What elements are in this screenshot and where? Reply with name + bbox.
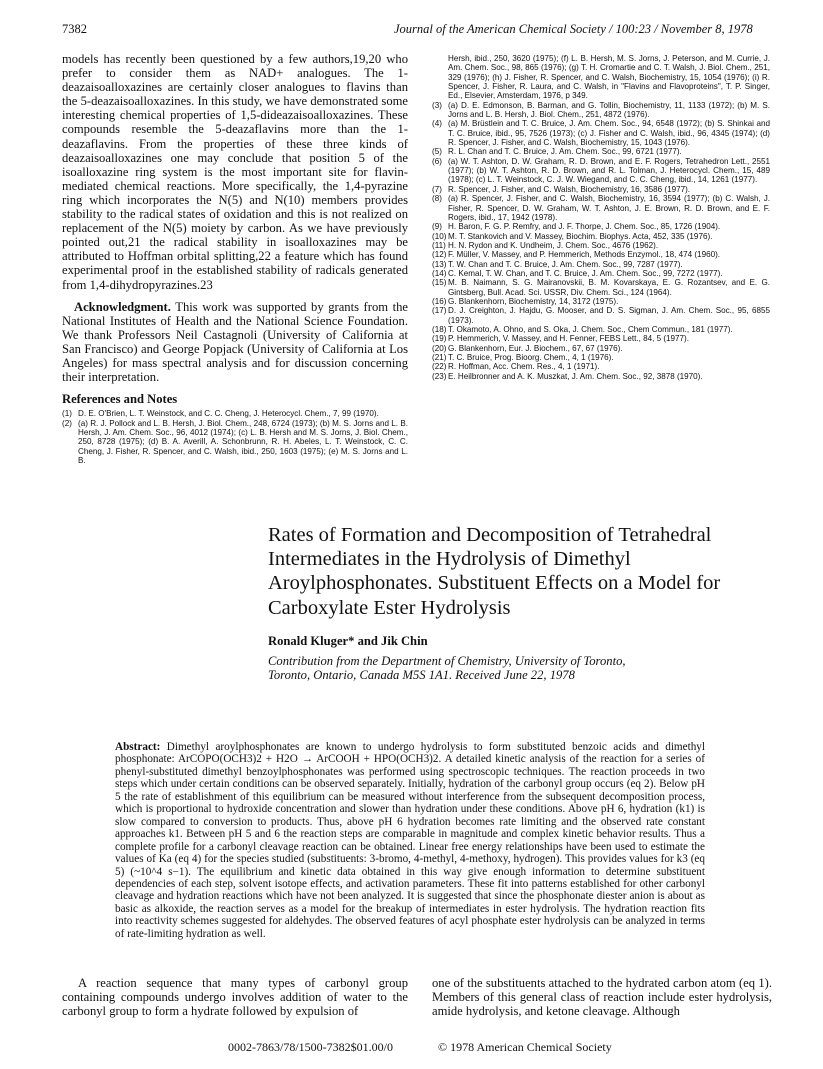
intro-right bbox=[432, 976, 772, 1019]
intro-paragraph-continued: one of the substituents attached to the hydrated carbon atom (eq 1). Members of this general class of reaction include ester hydrolysis, amide hydrolysis, and ketone cleavage. Although bbox=[432, 976, 772, 1019]
acknowledgment-label: Acknowledgment. bbox=[74, 299, 171, 314]
reference-item bbox=[432, 147, 770, 156]
reference-item bbox=[432, 185, 770, 194]
reference-item bbox=[432, 194, 770, 222]
title-line: Rates of Formation and Decomposition of Tetrahedral bbox=[268, 524, 712, 546]
reference-number: (19) bbox=[432, 334, 447, 344]
authors: Ronald Kluger* and Jik Chin bbox=[268, 634, 428, 648]
reference-item bbox=[432, 250, 770, 259]
reference-text: F. Müller, V. Massey, and P. Hemmerich, Methods Enzymol., 18, 474 (1960). bbox=[448, 250, 721, 260]
reference-item bbox=[432, 101, 770, 120]
reference-text: R. Spencer, J. Fisher, and C. Walsh, Biochemistry, 16, 3586 (1977). bbox=[448, 184, 691, 194]
reference-number: (10) bbox=[432, 231, 447, 241]
reference-text: D. J. Creighton, J. Hajdu, G. Mooser, and D. S. Sigman, J. Am. Chem. Soc., 95, 6855 (1973). bbox=[448, 306, 770, 325]
footer-copyright: © 1978 American Chemical Society bbox=[438, 1040, 612, 1054]
reference-item bbox=[432, 232, 770, 241]
affiliation: Contribution from the Department of Chemistry, University of Toronto, bbox=[268, 654, 626, 668]
reference-number: (12) bbox=[432, 250, 447, 260]
reference-number: (20) bbox=[432, 343, 447, 353]
page-number: 7382 bbox=[62, 22, 87, 36]
reference-text: R. L. Chan and T. C. Bruice, J. Am. Chem. Soc., 99, 6721 (1977). bbox=[448, 147, 682, 157]
reference-item bbox=[432, 269, 770, 278]
acknowledgment bbox=[62, 300, 408, 385]
reference-text: C. Kemal, T. W. Chan, and T. C. Bruice, J. Am. Chem. Soc., 99, 7272 (1977). bbox=[448, 268, 723, 278]
reference-item bbox=[432, 222, 770, 231]
reference-number: (2) bbox=[62, 418, 72, 428]
reference-item bbox=[432, 157, 770, 185]
title-line: Aroylphosphonates. Substituent Effects on a Model for bbox=[268, 572, 721, 595]
closing-paragraph: models has recently been questioned by a few authors,19,20 who prefer to consider them as NAD+ analogues. The 1-deazaisoalloxazines are certainly closer analogues to flavins than the 5-deazaisoalloxazines. In this study, we have demonstrated some interesting chemical properties of 1,5-dideazaisoalloxazines. These compounds resemble the 5-deazaflavins more than the 1-deazaflavins. From the properties of these three kinds of deazaisoalloxazines one may conclude that position 5 of the isoalloxazine ring system is the most important site for flavin-mediated chemical reactions. More specifically, the 1,4-pyrazine ring which incorporates the N(5) and N(10) members provides stability to the radical states of oxidation and this is not realized on replacement of the N(5) moiety by carbon. As we have previously pointed out,21 the radical stability in isoalloxazines may be attributed to Hoffman orbital splitting,22 a feature which has found experimental proof in the established stability of radicals generated from 1,4-dihydropyrazines.23 bbox=[62, 52, 408, 292]
reference-number: (5) bbox=[432, 147, 442, 157]
reference-text: G. Blankenhorn, Eur. J. Biochem., 67, 67 (1976). bbox=[448, 343, 623, 353]
reference-item bbox=[432, 325, 770, 334]
reference-text: T. C. Bruice, Prog. Bioorg. Chem., 4, 1 (1976). bbox=[448, 353, 614, 362]
reference-item bbox=[432, 119, 770, 147]
reference-number: (13) bbox=[432, 259, 447, 269]
references-left bbox=[62, 392, 408, 465]
intro-left bbox=[62, 976, 408, 1019]
references-heading: References and Notes bbox=[62, 392, 178, 407]
reference-text: M. B. Naimann, S. G. Mairanovskii, B. M. Kovarskaya, E. G. Rozantsev, and E. G. Gintsberg, Bull. Acad. Sci. USSR, Div. Chem. Sci., 124 (1964). bbox=[448, 278, 770, 297]
reference-number: (18) bbox=[432, 324, 447, 334]
intro-paragraph: A reaction sequence that many types of carbonyl group containing compounds undergo involves addition of water to the carbonyl group to form a hydrate followed by expulsion of bbox=[62, 976, 408, 1019]
running-header bbox=[62, 22, 802, 40]
left-column bbox=[62, 52, 408, 465]
reference-text: T. W. Chan and T. C. Bruice, J. Am. Chem. Soc., 99, 7287 (1977). bbox=[448, 259, 683, 269]
reference-item bbox=[432, 334, 770, 343]
acknowledgment-text: This work was supported by grants from the National Institutes of Health and the National Science Foundation. We thank Professors Neil Castagnoli (University of California at San Francisco) and George Popjack (University of California at Los Angeles) for mass spectral analysis and for discussion concerning their interpretation. bbox=[62, 299, 408, 385]
reference-text: M. T. Stankovich and V. Massey, Biochim. Biophys. Acta, 452, 335 (1976). bbox=[448, 231, 713, 241]
reference-text: (a) R. J. Pollock and L. B. Hersh, J. Biol. Chem., 248, 6724 (1973); (b) M. S. Jorns and L. B. Hersh, J. Am. Chem. Soc., 96, 4012 (1974); (c) L. B. Hersh and M. S. Jorns, J. Biol. Chem., 250, 8728 (1975); (d) B. A. Averill, A. Schonbrunn, R. H. Abeles, L. T. Weinstock, C. C. Cheng, J. Fisher, R. Spencer, and C. Walsh, ibid., 250, 1603 (1975); (e) M. S. Jorns and L. B. bbox=[78, 418, 408, 465]
reference-number: (15) bbox=[432, 278, 447, 288]
reference-item bbox=[432, 306, 770, 325]
reference-number: (23) bbox=[432, 371, 447, 381]
reference-number bbox=[432, 54, 448, 101]
contribution-line bbox=[268, 654, 798, 682]
reference-number: (11) bbox=[432, 240, 446, 250]
reference-number: (14) bbox=[432, 268, 447, 278]
reference-text: E. Heilbronner and A. K. Muszkat, J. Am. Chem. Soc., 92, 3878 (1970). bbox=[448, 371, 703, 381]
received-date: Toronto, Ontario, Canada M5S 1A1. Received June 22, 1978 bbox=[268, 668, 575, 683]
abstract bbox=[115, 741, 705, 940]
reference-text: R. Hoffman, Acc. Chem. Res., 4, 1 (1971). bbox=[448, 362, 600, 372]
reference-number: (21) bbox=[432, 353, 447, 362]
reference-item bbox=[432, 278, 770, 297]
references-right bbox=[432, 54, 770, 381]
reference-item bbox=[62, 409, 408, 418]
reference-number: (4) bbox=[432, 119, 442, 129]
abstract-text: Dimethyl aroylphosphonates are known to undergo hydrolysis to form substituted benzoic acids and dimethyl phosphonate: ArCOPO(OCH3)2 + H2O → ArCOOH + HPO(OCH3)2. A detailed kinetic analysis of the reaction for a series of phenyl-substituted dimethyl benzoylphosphonates was performed using spectroscopic techniques. The reaction proceeds in two steps which under certain conditions can be observed separately. Initially, hydration of the carbonyl group occurs (eq 2). Below pH 5 the rate of establishment of this equilibrium can be measured without interference from the subsequent decomposition process, which is proportional to hydroxide concentration and slower than hydration under these conditions. Above pH 6, hydration (k1) is slow compared to conversion to products. Thus, above pH 6 hydration becomes rate limiting and the observed rate constant approaches k1. Between pH 5 and 6 the reaction steps are comparable in magnitude and complex kinetic behavior results. Thus a complete profile for a carbonyl cleavage reaction can be obtained. Linear free energy relationships have been used to estimate the values of Ka (eq 4) for the species studied (substituents: 3-bromo, 4-methyl, 4-methoxy, hydrogen). This provides values for k3 (eq 5) (~10^4 s−1). The equilibrium and kinetic data obtained in this way give enough information to determine substituent dependencies of each step, solvent isotope effects, and activation parameters. These fit into patterns established for other carbonyl cleavage and hydration reactions which have not been analyzed. It is suggested that since the phosphonate diester anion is about as basic as alkoxide, the reaction serves as a model for the breakup of intermediates in ester hydrolysis. The hydration reaction fits into reactivity schemes suggested for aldehydes. The observed features of acyl phosphate ester hydrolysis can be analyzed in terms of rate-limiting hydration as well. bbox=[115, 741, 705, 940]
title-line: Carboxylate Ester Hydrolysis bbox=[268, 596, 511, 619]
reference-text: (a) W. T. Ashton, D. W. Graham, R. D. Brown, and E. F. Rogers, Tetrahedron Lett., 2551 (1977); (b) W. T. Ashton, R. D. Brown, and R. L. Tolman, J. Heterocycl. Chem., 15, 489 (1978); (c) L. T. Weinstock, C. J. W. Wiegand, and C. C. Cheng, ibid., 14, 1261 (1977). bbox=[448, 156, 770, 185]
title-line: Intermediates in the Hydrolysis of Dimethyl bbox=[268, 548, 631, 571]
reference-text: P. Hemmerich, V. Massey, and H. Fenner, FEBS Lett., 84, 5 (1977). bbox=[448, 334, 689, 344]
reference-number: (6) bbox=[432, 156, 442, 166]
reference-item bbox=[432, 297, 770, 306]
reference-item bbox=[432, 353, 770, 362]
reference-item bbox=[62, 419, 408, 466]
reference-text: H. N. Rydon and K. Undheim, J. Chem. Soc., 4676 (1962). bbox=[448, 240, 659, 250]
journal-line: Journal of the American Chemical Society / 100:23 / November 8, 1978 bbox=[394, 22, 753, 36]
reference-list bbox=[62, 409, 408, 465]
reference-text: D. E. O'Brien, L. T. Weinstock, and C. C. Cheng, J. Heterocycl. Chem., 7, 99 (1970). bbox=[78, 409, 379, 419]
article-title bbox=[268, 523, 788, 620]
reference-text: H. Baron, F. G. P. Remfry, and J. F. Thorpe, J. Chem. Soc., 85, 1726 (1904). bbox=[448, 222, 721, 232]
reference-text: (a) D. E. Edmonson, B. Barman, and G. Tollin, Biochemistry, 11, 1133 (1972); (b) M. S. Jorns and L. B. Hersh, J. Biol. Chem., 251, 4872 (1976). bbox=[448, 100, 770, 120]
reference-number: (1) bbox=[62, 409, 72, 419]
reference-text: (a) M. Brüstlein and T. C. Bruice, J. Am. Chem. Soc., 94, 6548 (1972); (b) S. Shinkai and T. C. Bruice, ibid., 95, 7526 (1973); (c) J. Fisher and C. Walsh, ibid., 96, 4345 (1974); (d) R. Spencer, J. Fisher, and C. Walsh, Biochemistry, 15, 1043 (1976). bbox=[448, 119, 770, 148]
reference-number: (3) bbox=[432, 100, 442, 110]
reference-item bbox=[432, 260, 770, 269]
reference-number: (22) bbox=[432, 362, 447, 372]
reference-number: (16) bbox=[432, 296, 447, 306]
reference-number: (8) bbox=[432, 194, 442, 204]
reference-number: (17) bbox=[432, 306, 447, 316]
reference-number: (7) bbox=[432, 184, 442, 194]
reference-item bbox=[432, 54, 770, 101]
reference-text: Hersh, ibid., 250, 3620 (1975); (f) L. B. Hersh, M. S. Jorns, J. Peterson, and M. Currie, J. Am. Chem. Soc., 98, 865 (1976); (g) T. H. Cromartie and C. T. Walsh, J. Biol. Chem., 251, 329 (1976); (h) J. Fisher, R. Spencer, and C. Walsh, Biochemistry, 15, 1054 (1976); (i) R. Spencer, J. Fisher, R. Laura, and C. Walsh, in "Flavins and Flavoproteins", T. P. Singer, Ed., Elsevier, Amsterdam, 1976, p 349. bbox=[448, 54, 770, 101]
reference-item bbox=[432, 344, 770, 353]
footer-code: 0002-7863/78/1500-7382$01.00/0 bbox=[228, 1040, 393, 1054]
reference-item bbox=[432, 372, 770, 381]
reference-item bbox=[432, 241, 770, 250]
abstract-label: Abstract: bbox=[115, 741, 161, 753]
reference-text: G. Blankenhorn, Biochemistry, 14, 3172 (1975). bbox=[448, 296, 619, 306]
reference-text: T. Okamoto, A. Ohno, and S. Oka, J. Chem. Soc., Chem Commun., 181 (1977). bbox=[448, 324, 733, 334]
reference-number: (9) bbox=[432, 222, 442, 232]
reference-item bbox=[432, 362, 770, 371]
reference-text: (a) R. Spencer, J. Fisher, and C. Walsh, Biochemistry, 16, 3594 (1977); (b) C. Walsh, J. Fisher, R. Spencer, D. W. Graham, W. T. Ashton, J. E. Brown, R. D. Brown, and E. F. Rogers, ibid., 17, 1942 (1978). bbox=[448, 194, 770, 222]
